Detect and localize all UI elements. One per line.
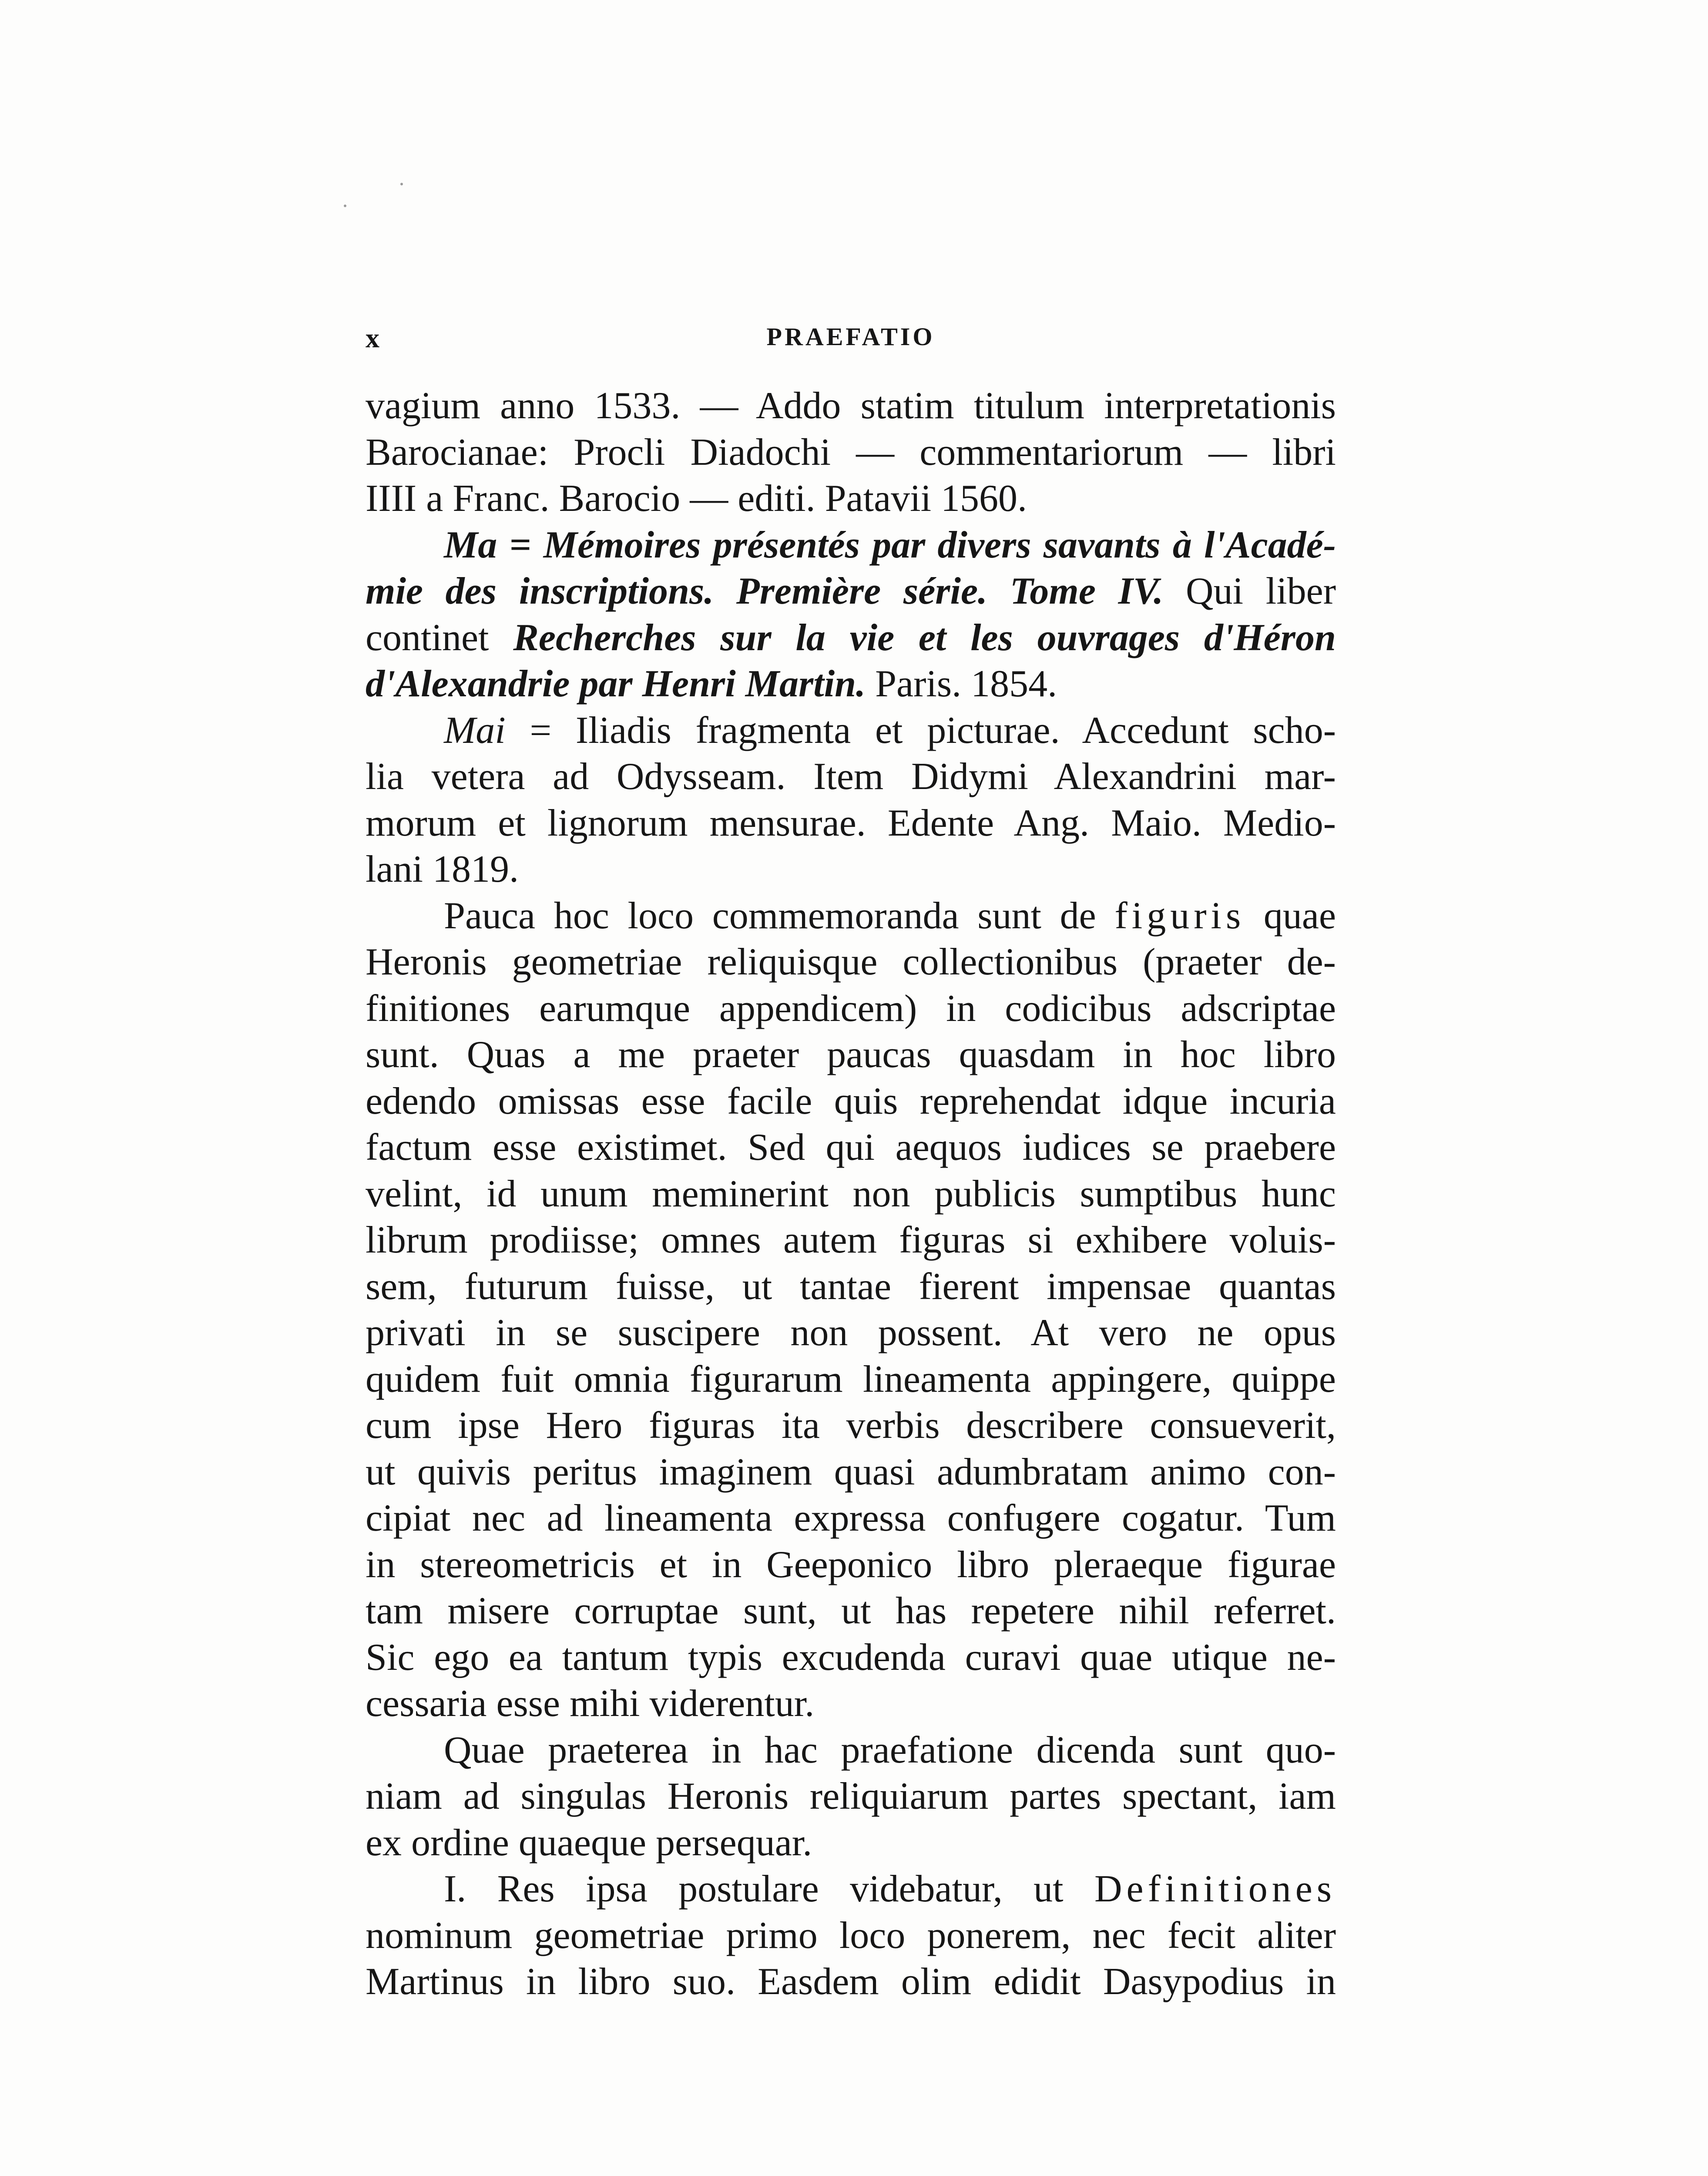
bibliographic-title: = Mémoires présentés par divers savants à l'Acadé- [509, 524, 1336, 566]
text-line: cum ipse Hero figuras ita verbis describere consueverit, [366, 1404, 1336, 1447]
text-line: edendo omissas esse facile quis reprehendat idque incuria [366, 1080, 1336, 1122]
text-line: cipiat nec ad lineamenta expressa confugere cogatur. Tum [366, 1497, 1336, 1539]
bibliographic-title: mie des inscriptions. Première série. Tome IV. [366, 570, 1164, 612]
text-line: niam ad singulas Heronis reliquiarum partes spectant, iam [366, 1775, 1336, 1817]
spaced-term: Definitiones [1094, 1868, 1336, 1910]
scan-speck [344, 205, 346, 207]
bibliographic-title: Recherches sur la vie et les ouvrages d'Héron [513, 616, 1336, 659]
text-line: lani 1819. [366, 848, 519, 890]
text-line: nominum geometriae primo loco ponerem, nec fecit aliter [366, 1914, 1336, 1957]
text-line: tam misere corruptae sunt, ut has repetere nihil referret. [366, 1590, 1336, 1632]
text-line: Heronis geometriae reliquisque collectionibus (praeter de- [366, 941, 1336, 983]
text-fragment: Qui liber [1186, 570, 1336, 612]
text-line: vagium anno 1533. — Addo statim titulum interpretationis [366, 385, 1336, 427]
text-line: Quae praeterea in hac praefatione dicenda sunt quo- [444, 1729, 1336, 1771]
text-fragment: = Iliadis fragmenta et picturae. Accedunt scho- [530, 709, 1336, 752]
body-text [366, 383, 1336, 2005]
page-header [366, 322, 1336, 361]
scan-speck [400, 183, 403, 185]
page-number: x [366, 322, 380, 353]
text-line: cessaria esse mihi viderentur. [366, 1682, 815, 1725]
text-line: sunt. Quas a me praeter paucas quasdam in hoc libro [366, 1034, 1336, 1076]
text-line: finitiones earumque appendicem) in codicibus adscriptae [366, 987, 1336, 1030]
spaced-term: figuris [1114, 894, 1245, 937]
bibliographic-title: d'Alexandrie par Henri Martin. [366, 663, 866, 705]
text-line: Barocianae: Procli Diadochi — commentariorum — libri [366, 431, 1336, 473]
abbreviation-ma: Ma [444, 524, 497, 566]
text-line: in stereometricis et in Geeponico libro pleraeque figurae [366, 1543, 1336, 1586]
abbreviation-mai: Mai [444, 709, 506, 752]
text-line [366, 522, 1336, 569]
text-fragment: Pauca hoc loco commemoranda sunt de [444, 894, 1096, 937]
text-line [366, 568, 1336, 615]
text-line: quidem fuit omnia figurarum lineamenta appingere, quippe [366, 1358, 1336, 1400]
text-line [366, 708, 1336, 754]
text-line [366, 615, 1336, 662]
text-line: factum esse existimet. Sed qui aequos iudices se praebere [366, 1126, 1336, 1169]
text-line [366, 1866, 1336, 1913]
text-line: ex ordine quaeque persequar. [366, 1821, 812, 1864]
text-line: velint, id unum meminerint non publicis sumptibus hunc [366, 1172, 1336, 1215]
text-fragment: quae [1263, 894, 1336, 937]
text-line: Sic ego ea tantum typis excudenda curavi quae utique ne- [366, 1636, 1336, 1679]
text-line: morum et lignorum mensurae. Edente Ang. Maio. Medio- [366, 802, 1336, 844]
text-fragment: Paris. 1854. [875, 663, 1057, 705]
text-line: privati in se suscipere non possent. At vero ne opus [366, 1312, 1336, 1354]
running-head: PRAEFATIO [766, 322, 935, 351]
text-line: lia vetera ad Odysseam. Item Didymi Alexandrini mar- [366, 756, 1336, 798]
text-line: sem, futurum fuisse, ut tantae fierent impensae quantas [366, 1265, 1336, 1308]
text-line: librum prodiisse; omnes autem figuras si exhibere voluis- [366, 1219, 1336, 1261]
text-line: IIII a Franc. Barocio — editi. Patavii 1560. [366, 477, 1027, 520]
text-line [366, 661, 1336, 708]
text-line: ut quivis peritus imaginem quasi adumbratam animo con- [366, 1451, 1336, 1493]
text-fragment: continet [366, 616, 489, 659]
text-line [366, 893, 1336, 940]
text-line: Martinus in libro suo. Easdem olim edidit Dasypodius in [366, 1961, 1336, 2003]
text-fragment: I. Res ipsa postulare videbatur, ut [444, 1868, 1064, 1910]
